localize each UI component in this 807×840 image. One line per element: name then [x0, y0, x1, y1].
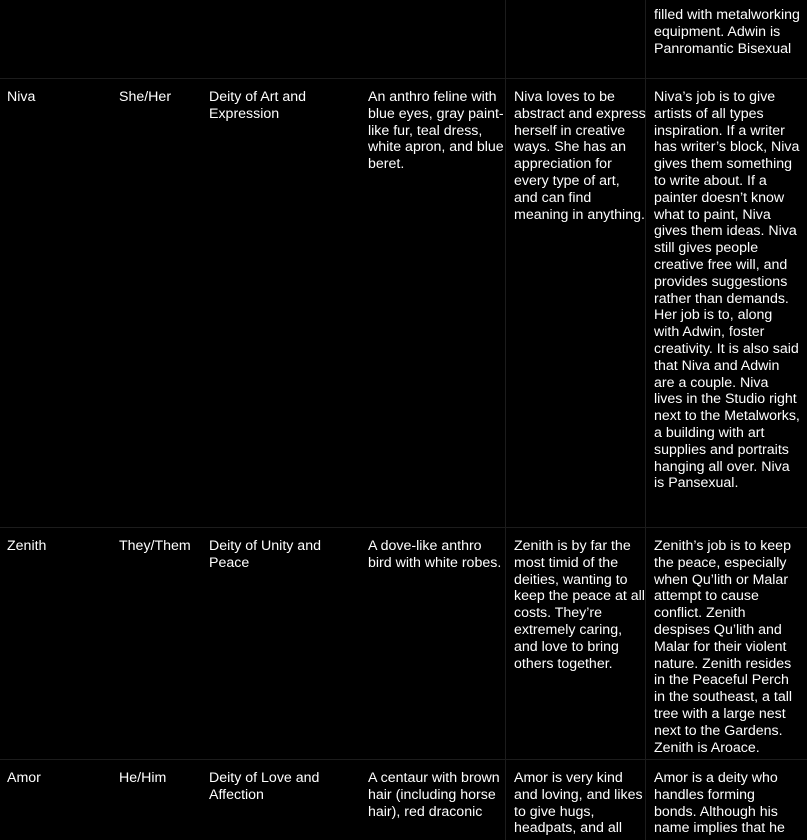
domain-cell: Deity of Art and Expression	[209, 89, 306, 122]
column-divider	[505, 0, 506, 840]
appearance-cell: A centaur with brown hair (including horse hair), red draconic	[368, 770, 500, 820]
description-cell: Amor is a deity who handles forming bonds. Although his name implies that he	[654, 770, 785, 837]
description-cell: filled with metalworking equipment. Adwin is Panromantic Bisexual	[654, 7, 800, 57]
row-divider	[0, 78, 807, 79]
row-divider	[0, 527, 807, 528]
domain-cell: Deity of Love and Affection	[209, 770, 320, 803]
domain-cell: Deity of Unity and Peace	[209, 538, 321, 571]
deity-name-cell: Amor	[7, 770, 41, 786]
pronouns-cell: They/Them	[119, 538, 191, 554]
pronouns-cell: He/Him	[119, 770, 167, 786]
row-divider	[0, 759, 807, 760]
deity-name-cell: Zenith	[7, 538, 47, 554]
personality-cell: Amor is very kind and loving, and likes to give hugs, headpats, and all	[514, 770, 643, 837]
appearance-cell: A dove-like anthro bird with white robes.	[368, 538, 502, 571]
personality-cell: Zenith is by far the most timid of the deities, wanting to keep the peace at all costs. They’re extremely caring, and love to bring others together.	[514, 538, 645, 672]
description-cell: Zenith’s job is to keep the peace, especially when Qu’lith or Malar attempt to cause conflict. Zenith despises Qu’lith and Malar for their violent nature. Zenith resides in the Peaceful Perch in the southeast, a tall tree with a large nest next to the Gardens. Zenith is Aroace.	[654, 538, 793, 756]
personality-cell: Niva loves to be abstract and express herself in creative ways. She has an appreciation for every type of art, and can find meaning in anything.	[514, 89, 646, 223]
appearance-cell: An anthro feline with blue eyes, gray paint-like fur, teal dress, white apron, and blue beret.	[368, 89, 504, 173]
pronouns-cell: She/Her	[119, 89, 172, 105]
description-cell: Niva’s job is to give artists of all types inspiration. If a writer has writer’s block, Niva gives them something to write about. If a painter doesn’t know what to paint, Niva gives them ideas. Niva still gives people creative free will, and provides suggestions rather than demands. Her job is to, along with Adwin, foster creativity. It is also said that Niva and Adwin are a couple. Niva lives in the Studio right next to the Metalworks, a building with art supplies and portraits hanging all over. Niva is Pansexual.	[654, 89, 800, 492]
deity-name-cell: Niva	[7, 89, 36, 105]
